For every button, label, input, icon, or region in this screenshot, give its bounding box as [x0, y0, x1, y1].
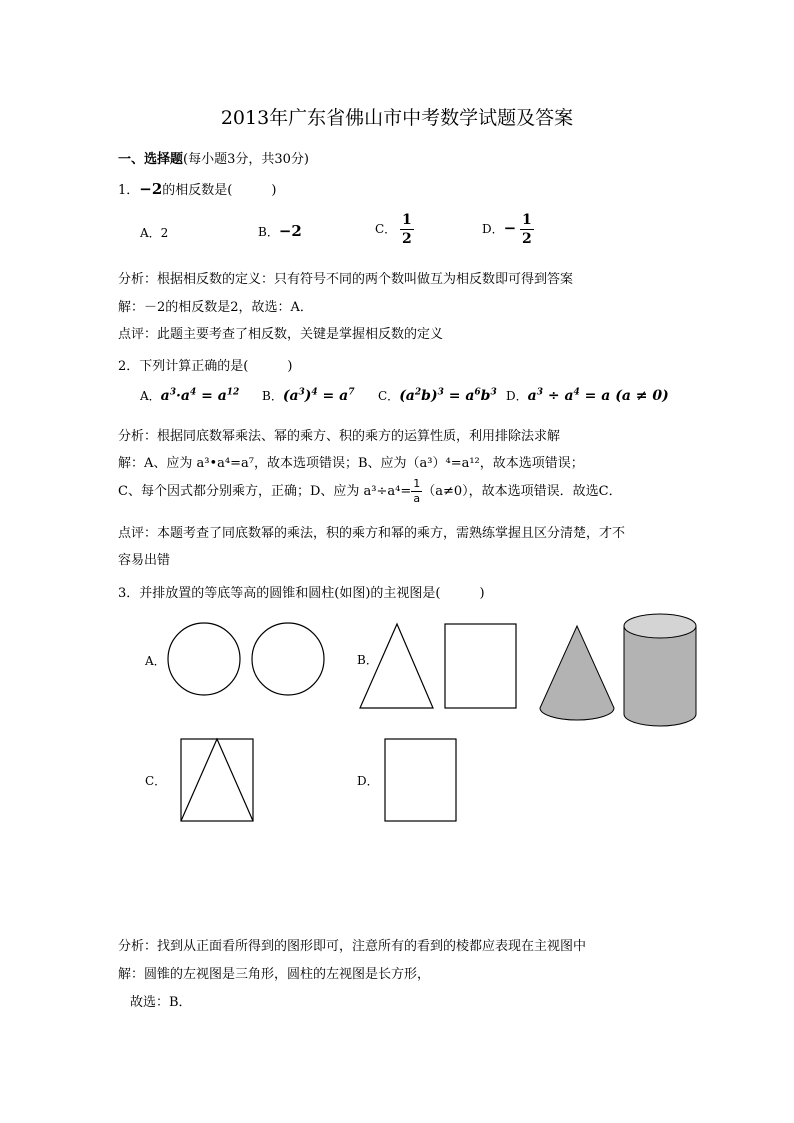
- option-d-label: D．: [506, 389, 528, 403]
- option-c-rectangle: [181, 739, 253, 821]
- option-b-value: −2: [278, 222, 302, 240]
- option-d-label: D．: [482, 222, 504, 236]
- option-a-expression: $a^3\cdot a^4 = a^{12}$: [160, 387, 240, 404]
- question-3-stem: 3．并排放置的等底等高的圆锥和圆柱(如图)的主视图是( ): [118, 586, 485, 601]
- cylinder-figure: [624, 614, 696, 726]
- option-a-circle-right: [252, 623, 324, 695]
- question-1-number: 1．: [118, 183, 140, 198]
- question-3-solution-line-1: 解：圆锥的左视图是三角形，圆柱的左视图是长方形，: [118, 967, 431, 982]
- question-1-text: 的相反数是( ): [162, 183, 277, 198]
- section-heading-label: 一、选择题: [118, 152, 184, 167]
- option-c-expression: $(a^2b)^3 = a^6b^3$: [399, 387, 497, 404]
- question-3-solution-line-2: 故选：B．: [130, 995, 192, 1010]
- question-1-solution: 解：－2的相反数是2，故选：A．: [118, 300, 313, 315]
- option-d-expression: $a^3 \div a^4 = a$ (a ≠ 0): [527, 387, 669, 404]
- question-3-analysis: 分析：找到从正面看所得到的图形即可，注意所有的看到的棱都应表现在主视图中: [118, 939, 587, 954]
- cone-body: [540, 626, 614, 720]
- question-3-option-c-label: C．: [145, 774, 167, 788]
- question-1-comment: 点评：此题主要考查了相反数，关键是掌握相反数的定义: [118, 327, 444, 342]
- question-1-analysis: 分析：根据相反数的定义：只有符号不同的两个数叫做互为相反数即可得到答案: [118, 272, 574, 287]
- cylinder-body: [624, 626, 696, 726]
- question-2-comment-line-1: 点评：本题考查了同底数幂的乘法，积的乘方和幂的乘方，需熟练掌握且区分清楚，才不: [118, 526, 626, 541]
- option-b-triangle: [360, 624, 433, 708]
- option-a-value: 2: [160, 226, 169, 240]
- option-d-sign: −: [503, 219, 517, 237]
- option-c-label: C．: [375, 222, 397, 236]
- option-a-label: A．: [140, 226, 161, 240]
- page-title: 2013年广东省佛山市中考数学试题及答案: [220, 107, 574, 129]
- solution-line-2-part-a: C、每个因式都分别乘方，正确；D、应为 a³÷a⁴=: [118, 484, 412, 499]
- question-2-stem: 2．下列计算正确的是( ): [118, 359, 293, 374]
- question-3-option-b-label: B．: [357, 653, 378, 667]
- option-b-label: B．: [258, 225, 279, 239]
- fraction-numerator: 1: [402, 212, 412, 228]
- question-2-comment-line-2: 容易出错: [118, 553, 171, 568]
- question-2-solution-line-1: 解：A、应为 a³•a⁴=a⁷，故本选项错误；B、应为（a³）⁴=a¹²，故本选项错误；: [118, 456, 584, 471]
- option-a-label: A．: [140, 389, 161, 403]
- question-3-option-d-label: D．: [357, 774, 379, 788]
- fraction-denominator: 2: [402, 231, 412, 247]
- option-b-expression: $(a^3)^4 = a^7$: [282, 387, 355, 404]
- option-c-triangle: [181, 739, 253, 821]
- cone-figure: [540, 626, 614, 720]
- option-a-circle-left: [168, 623, 240, 695]
- fraction-numerator: 1: [522, 212, 532, 228]
- option-c-label: C．: [378, 389, 400, 403]
- fraction-numerator: 1: [413, 477, 421, 490]
- question-2-analysis: 分析：根据同底数幂乘法、幂的乘方、积的乘方的运算性质，利用排除法求解: [118, 429, 561, 444]
- solution-line-2-part-b: （a≠0），故本选项错误．故选C．: [422, 484, 622, 499]
- fraction-denominator: a: [413, 492, 421, 505]
- section-heading-note: (每小题3分，共30分): [183, 152, 309, 167]
- option-b-label: B．: [262, 389, 283, 403]
- cylinder-top: [624, 614, 696, 638]
- fraction-denominator: 2: [522, 231, 532, 247]
- question-3-option-a-label: A．: [145, 654, 166, 668]
- option-b-rectangle: [445, 624, 516, 708]
- option-d-rectangle: [385, 739, 456, 821]
- question-1-expression: −2: [139, 180, 163, 198]
